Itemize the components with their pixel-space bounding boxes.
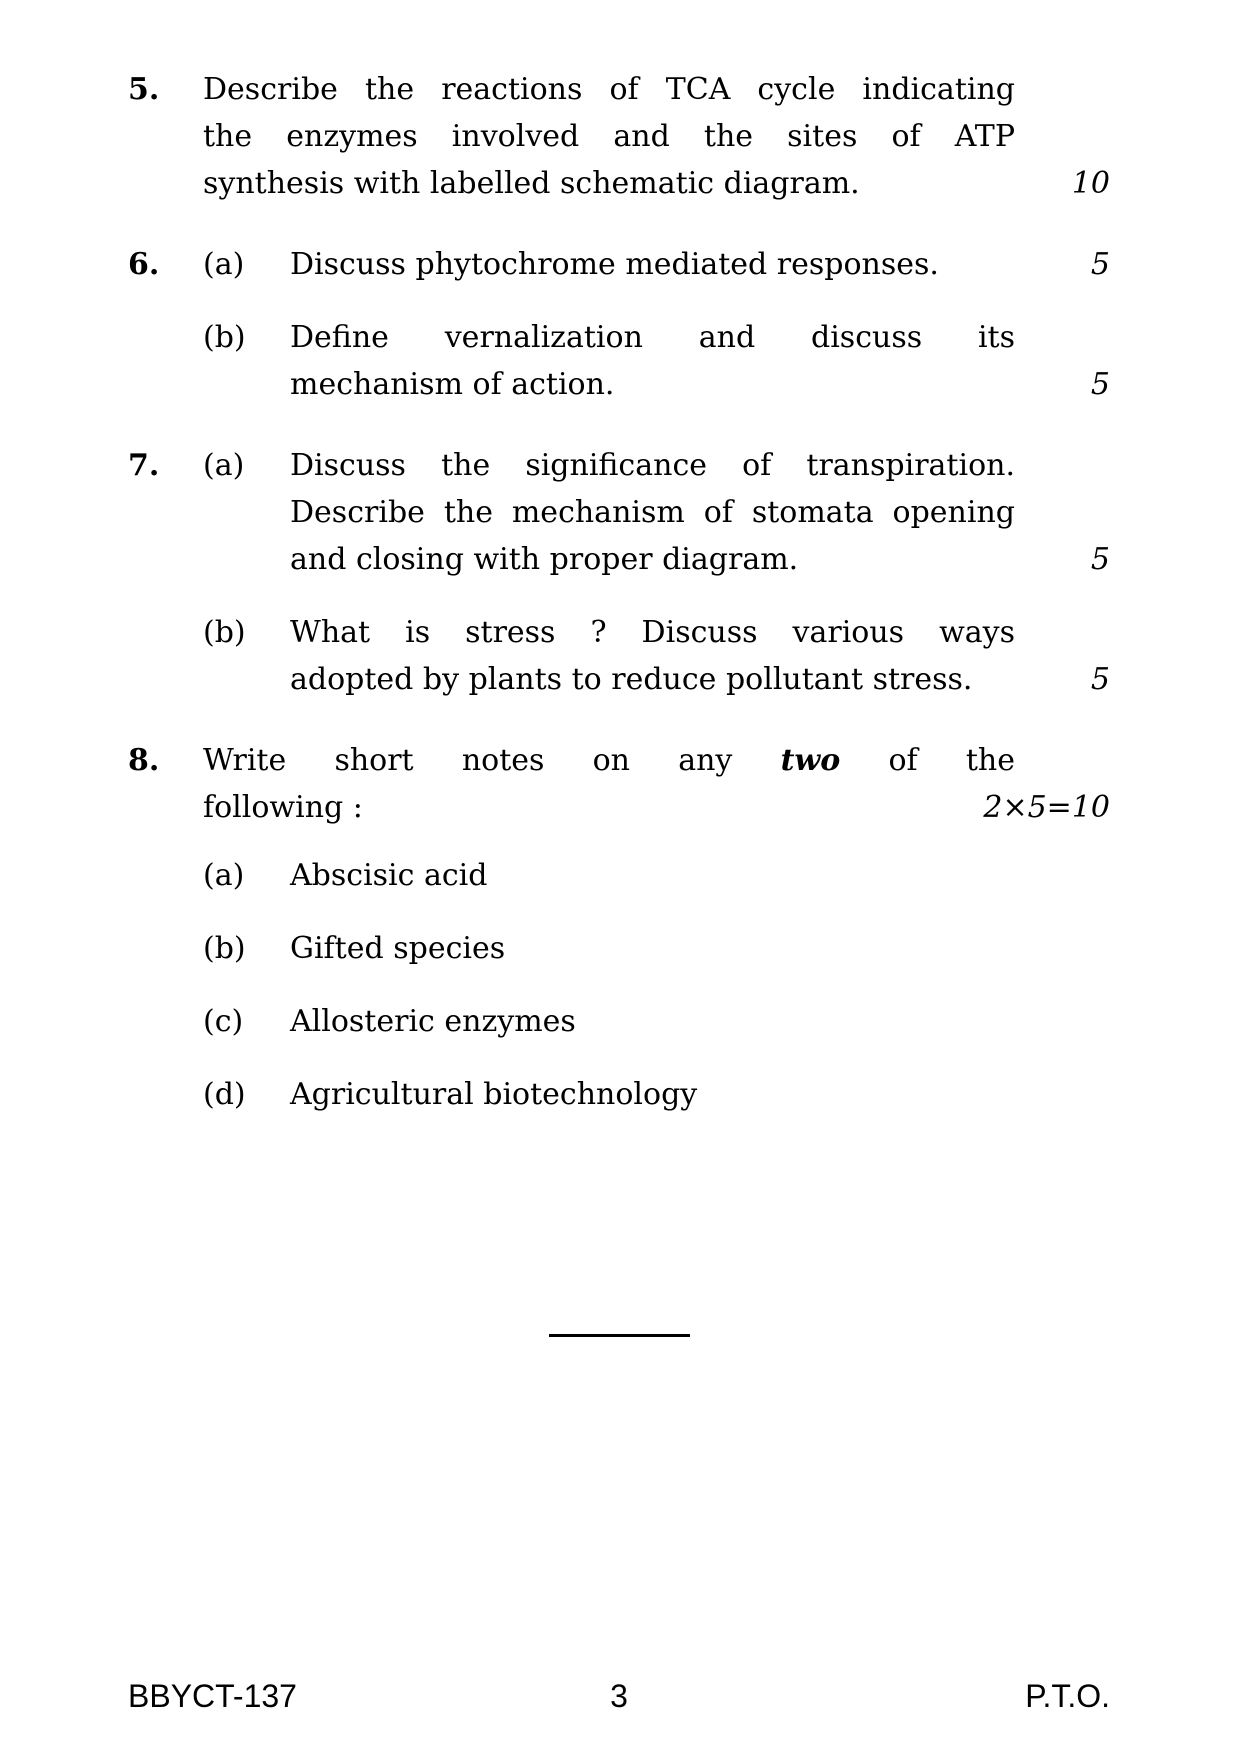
- question-6a-marks: 5: [1090, 247, 1110, 282]
- question-6b-line-2-text: mechanism of action.: [290, 367, 615, 402]
- page-number: 3: [610, 1678, 628, 1714]
- question-6b-text: [290, 314, 1110, 408]
- pto-label: P.T.O.: [1025, 1678, 1110, 1714]
- question-7a-marks: 5: [1090, 542, 1110, 577]
- question-8c: [203, 998, 1015, 1045]
- question-8c-letter: (c): [203, 1004, 244, 1039]
- question-6a-text: [290, 241, 1110, 288]
- question-8b-letter: (b): [203, 931, 246, 966]
- question-7b: [203, 609, 1110, 703]
- question-7-body: [203, 442, 1110, 703]
- question-6b-marks: 5: [1090, 367, 1110, 402]
- question-6b-line-2: [290, 361, 1110, 408]
- question-8-emphasis-two: two: [780, 743, 841, 778]
- question-6b-letter: (b): [203, 320, 246, 355]
- question-8d-line: Agricultural biotechnology: [290, 1077, 698, 1112]
- question-7a-letter: (a): [203, 448, 245, 483]
- question-5-body: [203, 66, 1110, 207]
- question-8a: [203, 852, 1015, 899]
- question-6-number: 6.: [128, 247, 160, 282]
- question-8-line-2: [203, 784, 1110, 831]
- paper-code: BBYCT-137: [128, 1678, 297, 1714]
- question-7b-line-2: [290, 656, 1110, 703]
- question-6b-line-1: Define vernalization and discuss its: [290, 320, 1015, 355]
- question-6a-line-1: [290, 241, 1110, 288]
- page-footer: [128, 1676, 1110, 1716]
- question-8-number: 8.: [128, 743, 160, 778]
- question-8a-text: [290, 852, 1015, 899]
- question-7-number: 7.: [128, 448, 160, 483]
- question-7b-marks: 5: [1090, 662, 1110, 697]
- end-of-questions-rule: [549, 1334, 690, 1337]
- question-8-body: [203, 737, 1110, 1118]
- question-8-line-1-pre: Write short notes on any: [203, 743, 781, 778]
- question-5-number: 5.: [128, 72, 160, 107]
- question-8-line-1: [203, 737, 1015, 784]
- question-5: [128, 66, 1110, 207]
- question-7a-line-2: Describe the mechanism of stomata opening: [290, 495, 1015, 530]
- question-6: [128, 241, 1110, 408]
- question-6a-line-1-text: Discuss phytochrome mediated responses.: [290, 247, 939, 282]
- question-5-line-3-text: synthesis with labelled schematic diagram.: [203, 166, 860, 201]
- question-7a-text: [290, 442, 1110, 583]
- question-8d-text: [290, 1071, 1015, 1118]
- question-7a-line-3: [290, 536, 1110, 583]
- question-5-line-1: Describe the reactions of TCA cycle indicating: [203, 72, 1015, 107]
- question-5-marks: 10: [1071, 166, 1110, 201]
- question-8-line-2-text: following :: [203, 790, 363, 825]
- question-8-line-1-post: of the: [840, 743, 1015, 778]
- question-8b-text: [290, 925, 1015, 972]
- question-8b: [203, 925, 1015, 972]
- question-6b: [203, 314, 1110, 408]
- question-6a: [203, 241, 1110, 288]
- questions-area: [128, 66, 1110, 1337]
- question-5-line-3: [203, 160, 1110, 207]
- question-7: [128, 442, 1110, 703]
- question-8b-line: Gifted species: [290, 931, 506, 966]
- question-8: [128, 737, 1110, 1118]
- question-8-marks: 2×5=10: [983, 790, 1110, 825]
- question-8d-letter: (d): [203, 1077, 246, 1112]
- question-7a-line-3-text: and closing with proper diagram.: [290, 542, 799, 577]
- question-8a-letter: (a): [203, 858, 245, 893]
- question-8a-line: Abscisic acid: [290, 858, 488, 893]
- question-7b-text: [290, 609, 1110, 703]
- question-8c-line: Allosteric enzymes: [290, 1004, 576, 1039]
- question-6-body: [203, 241, 1110, 408]
- question-5-line-2: the enzymes involved and the sites of ATP: [203, 119, 1015, 154]
- question-6a-letter: (a): [203, 247, 245, 282]
- question-7b-line-1: What is stress ? Discuss various ways: [290, 615, 1015, 650]
- question-7b-line-2-text: adopted by plants to reduce pollutant stress.: [290, 662, 973, 697]
- question-8c-text: [290, 998, 1015, 1045]
- question-7a-line-1: Discuss the significance of transpiration.: [290, 448, 1015, 483]
- question-8d: [203, 1071, 1015, 1118]
- question-7a: [203, 442, 1110, 583]
- question-7b-letter: (b): [203, 615, 246, 650]
